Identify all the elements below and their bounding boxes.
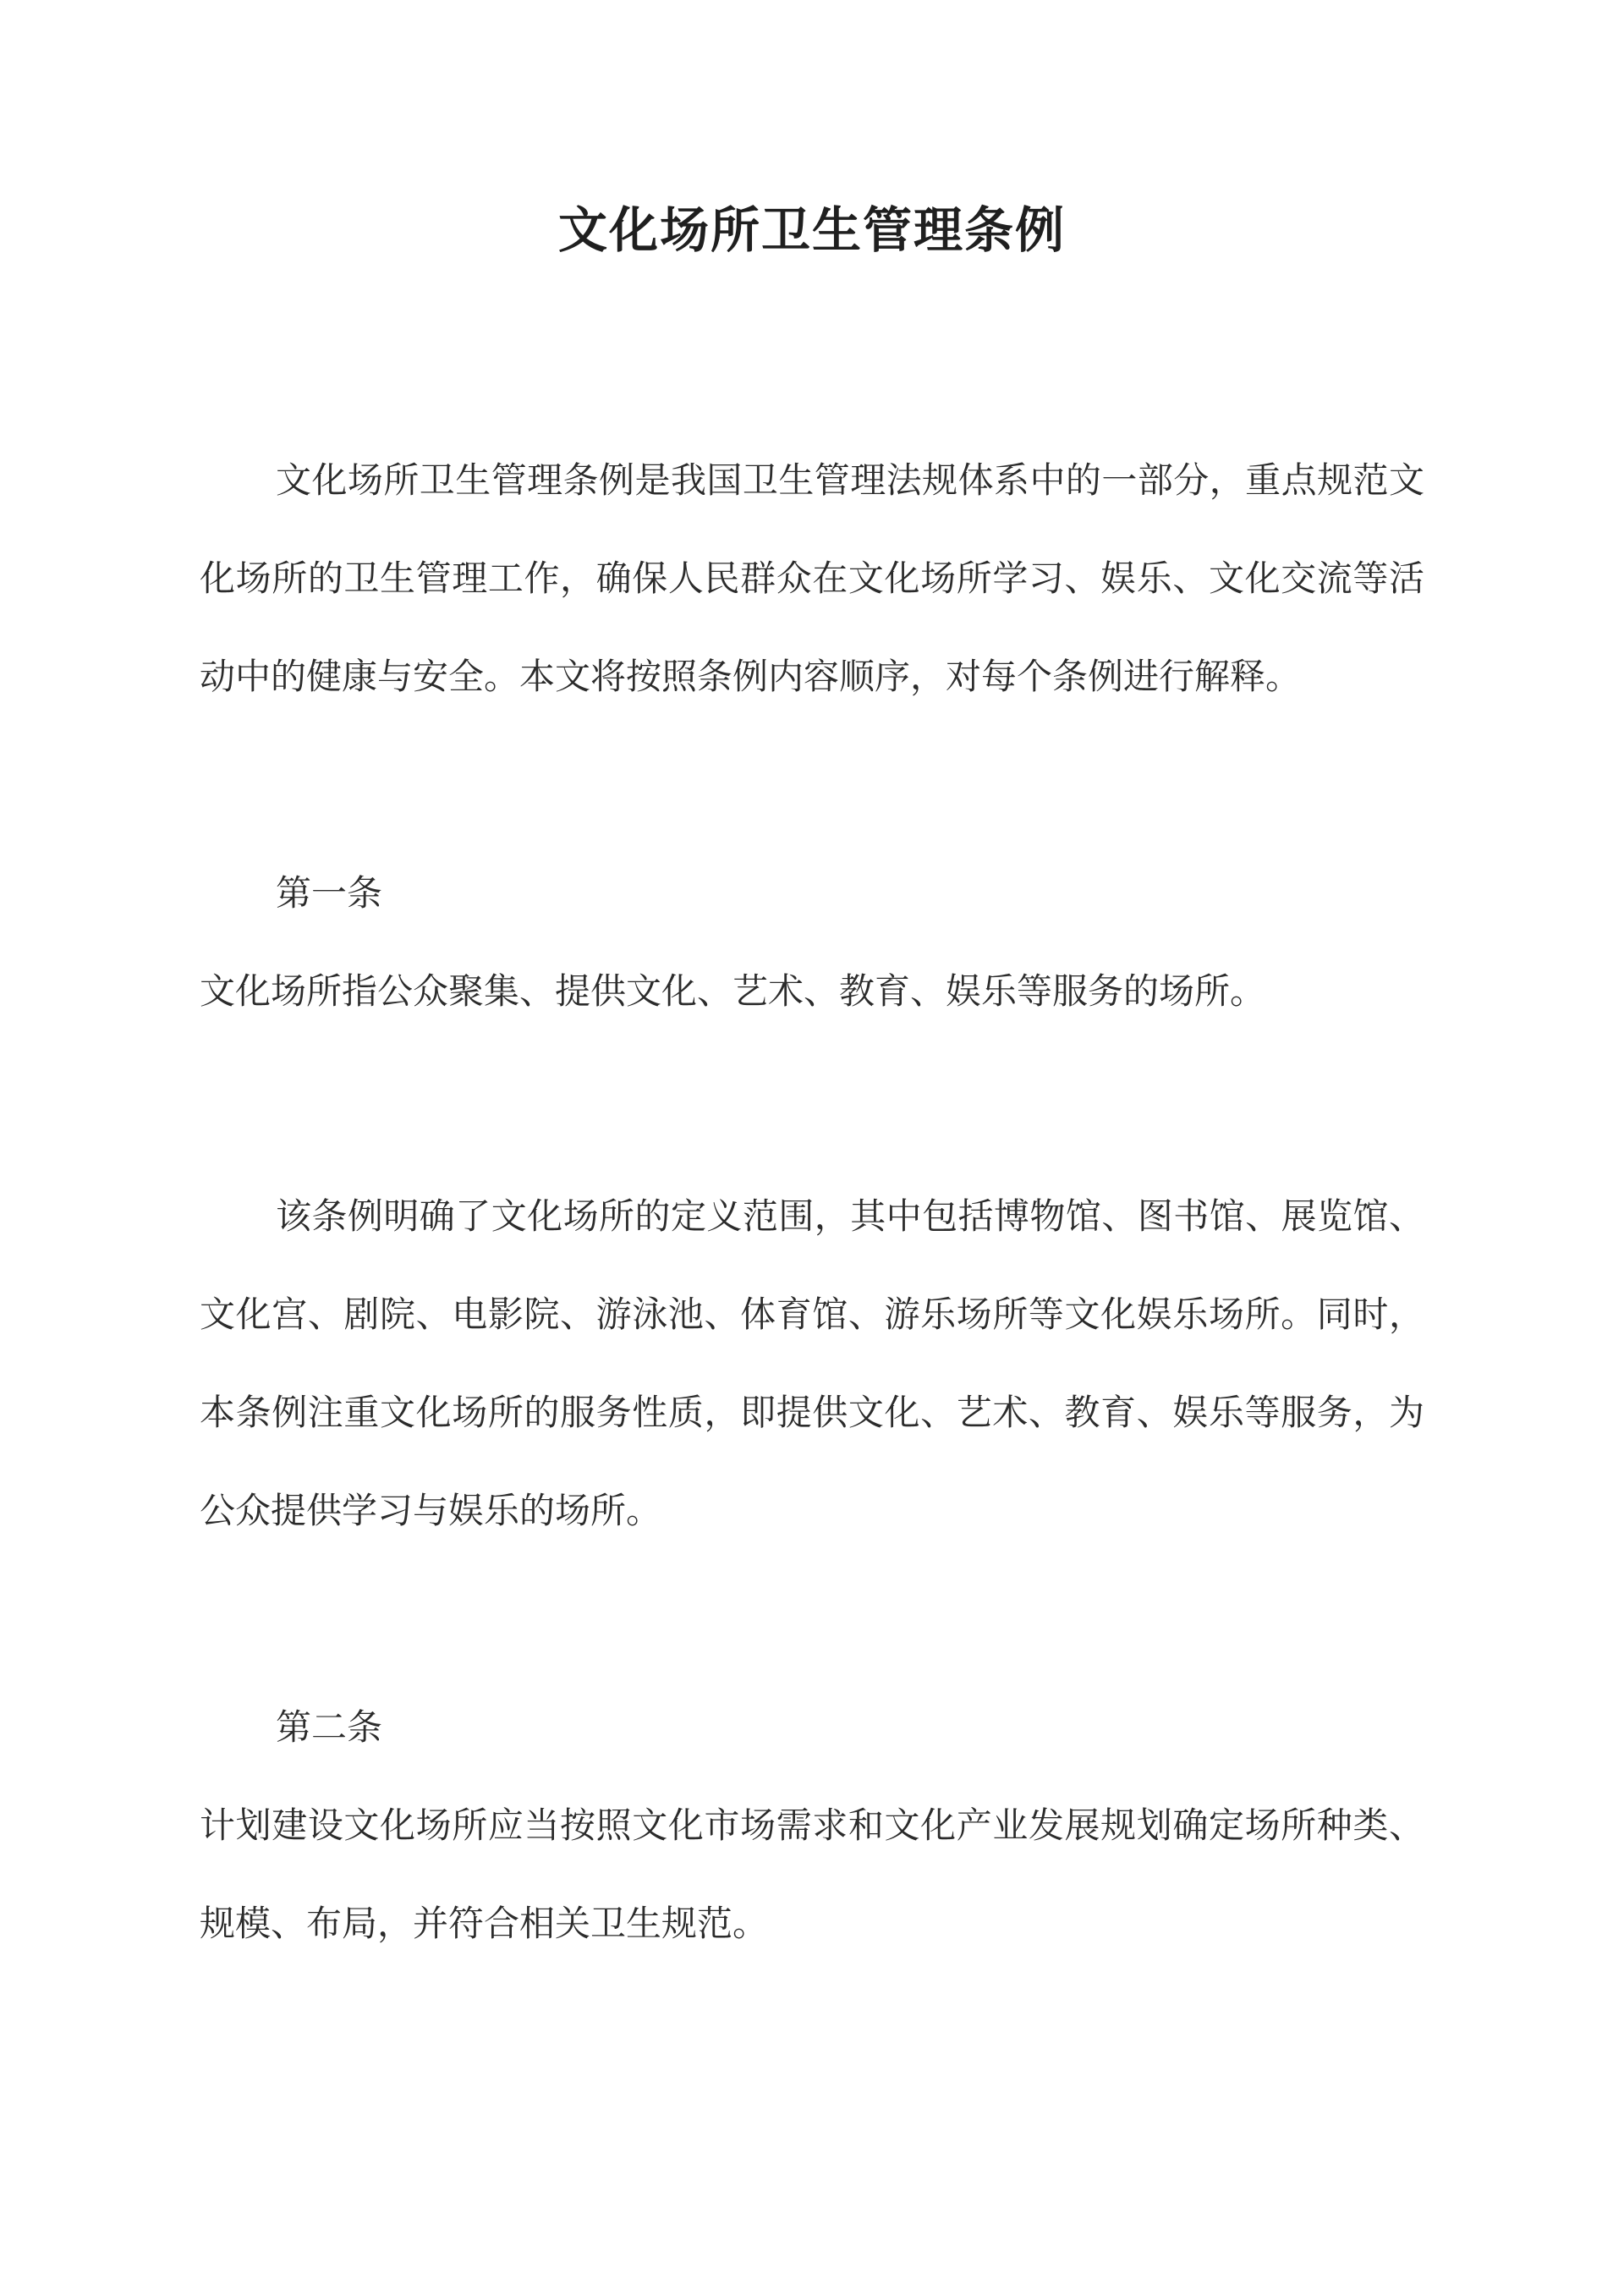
spacer: [200, 1041, 1424, 1167]
document-body: [200, 431, 1424, 1973]
article-1-heading: 第一条: [276, 872, 383, 914]
article-2-heading: 第二条: [276, 1706, 383, 1748]
document-title: 文化场所卫生管理条例: [557, 201, 1066, 259]
article-2-text: 计划建设文化场所应当按照文化市场需求和文化产业发展规划确定场所种类、规模、布局，并符合相关卫生规范。: [200, 1804, 1424, 1944]
article-1-text: 文化场所指公众聚集、提供文化、艺术、教育、娱乐等服务的场所。: [200, 970, 1266, 1012]
article-1-explanation: 该条例明确了文化场所的定义范围，其中包括博物馆、图书馆、展览馆、文化宫、剧院、电影院、游泳池、体育馆、游乐场所等文化娱乐场所。同时，本条例注重文化场所的服务性质，即提供文化、艺术、教育、娱乐等服务，为公众提供学习与娱乐的场所。: [200, 1195, 1424, 1531]
spacer: [200, 726, 1424, 844]
intro-paragraph: 文化场所卫生管理条例是我国卫生管理法规体系中的一部分，重点规范文化场所的卫生管理工作，确保人民群众在文化场所学习、娱乐、文化交流等活动中的健康与安全。本文将按照条例内容顺序，对每个条例进行解释。: [200, 459, 1424, 697]
spacer: [200, 1560, 1424, 1678]
